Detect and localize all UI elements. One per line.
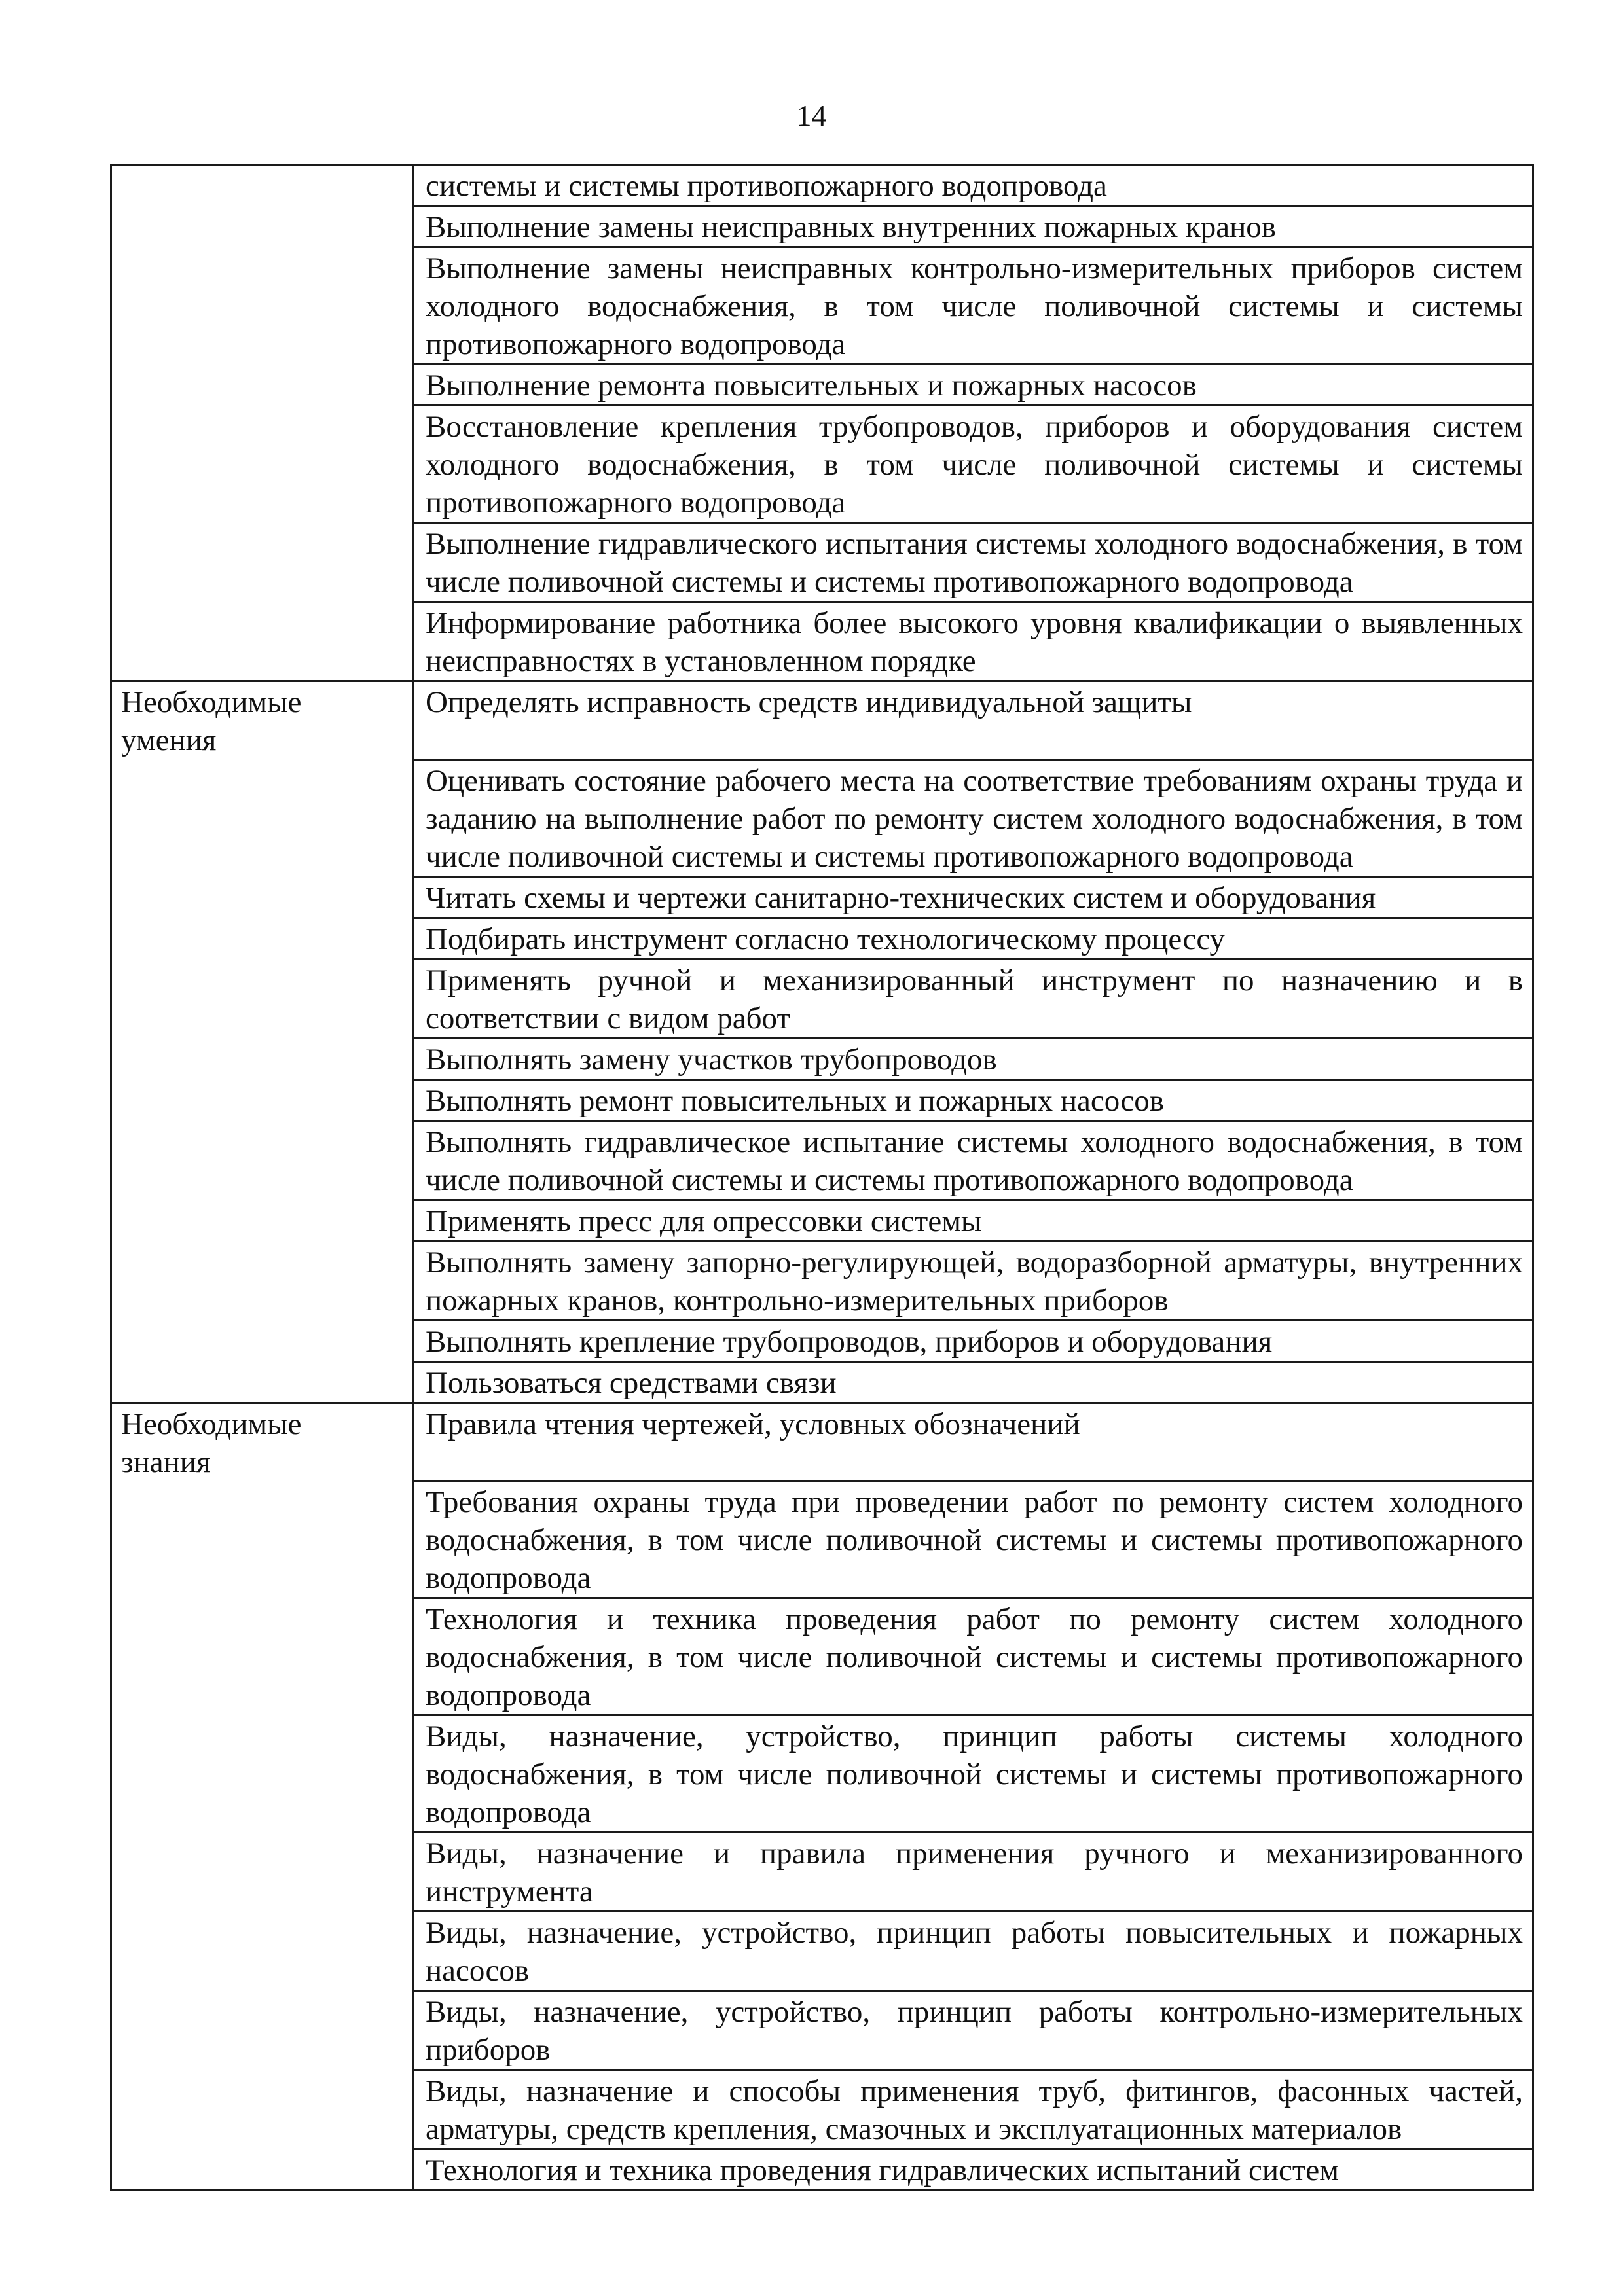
row-label-cell [111,1833,413,1912]
row-label-cell [111,365,413,406]
table-row [111,247,1533,365]
row-label-cell [111,1361,413,1403]
row-label-cell [111,2070,413,2149]
table-row [111,1598,1533,1715]
row-label-cell [111,406,413,523]
requirement-item: Определять исправность средств индивидуальной защиты [413,681,1533,760]
table-row [111,1481,1533,1598]
table-row [111,1403,1533,1481]
row-label-cell [111,2149,413,2191]
table-row [111,2149,1533,2191]
table-row [111,206,1533,247]
requirements-table-body [111,165,1533,2191]
row-label-cell [111,1121,413,1200]
row-label-cell [111,602,413,681]
row-label-cell [111,1598,413,1715]
table-row [111,1320,1533,1361]
requirement-item: Виды, назначение, устройство, принцип работы повысительных и пожарных насосов [413,1912,1533,1991]
requirement-item: Требования охраны труда при проведении работ по ремонту систем холодного водоснабжения, в том числе поливочной системы и системы противопожарного водопровода [413,1481,1533,1598]
requirement-item: Виды, назначение и правила применения ручного и механизированного инструмента [413,1833,1533,1912]
table-row [111,1200,1533,1241]
row-label-cell [111,1320,413,1361]
row-label-cell [111,1403,413,1481]
requirement-item: Применять пресс для опрессовки системы [413,1200,1533,1241]
table-row [111,1912,1533,1991]
requirement-item: системы и системы противопожарного водопровода [413,165,1533,206]
table-row [111,365,1533,406]
requirement-item: Выполнять замену запорно-регулирующей, водоразборной арматуры, внутренних пожарных кранов, контрольно-измерительных приборов [413,1241,1533,1320]
row-label-cell [111,1241,413,1320]
table-row [111,406,1533,523]
requirement-item: Пользоваться средствами связи [413,1361,1533,1403]
requirement-item: Выполнение ремонта повысительных и пожарных насосов [413,365,1533,406]
table-row [111,2070,1533,2149]
requirement-item: Информирование работника более высокого уровня квалификации о выявленных неисправностях в установленном порядке [413,602,1533,681]
row-label-cell [111,876,413,918]
row-label-cell [111,247,413,365]
table-row [111,602,1533,681]
requirement-item: Технология и техника проведения гидравлических испытаний систем [413,2149,1533,2191]
requirement-item: Выполнение замены неисправных контрольно-измерительных приборов систем холодного водоснабжения, в том числе поливочной системы и системы противопожарного водопровода [413,247,1533,365]
row-label-cell [111,523,413,602]
requirement-item: Виды, назначение, устройство, принцип работы контрольно-измерительных приборов [413,1991,1533,2070]
table-row [111,959,1533,1038]
table-row [111,523,1533,602]
requirement-item: Выполнять гидравлическое испытание системы холодного водоснабжения, в том числе поливочной системы и системы противопожарного водопровода [413,1121,1533,1200]
requirement-item: Восстановление крепления трубопроводов, приборов и оборудования систем холодного водоснабжения, в том числе поливочной системы и системы противопожарного водопровода [413,406,1533,523]
table-row [111,759,1533,876]
page-number: 14 [796,99,827,132]
requirement-item: Правила чтения чертежей, условных обозначений [413,1403,1533,1481]
row-label-cell [111,918,413,959]
requirement-item: Выполнять замену участков трубопроводов [413,1038,1533,1079]
table-row [111,1361,1533,1403]
requirement-item: Выполнять ремонт повысительных и пожарных насосов [413,1079,1533,1121]
requirement-item: Читать схемы и чертежи санитарно-технических систем и оборудования [413,876,1533,918]
row-label-cell [111,206,413,247]
row-label-cell [111,1991,413,2070]
table-row [111,1038,1533,1079]
row-label-cell [111,1079,413,1121]
requirement-item: Оценивать состояние рабочего места на соответствие требованиям охраны труда и заданию на выполнение работ по ремонту систем холодного водоснабжения, в том числе поливочной системы и системы противопожарного водопровода [413,759,1533,876]
row-label-cell [111,681,413,760]
row-label-cell [111,165,413,206]
group-label: Необходимые знания [121,1407,302,1479]
requirement-item: Виды, назначение и способы применения труб, фитингов, фасонных частей, арматуры, средств крепления, смазочных и эксплуатационных материалов [413,2070,1533,2149]
table-row [111,681,1533,760]
requirement-item: Применять ручной и механизированный инструмент по назначению и в соответствии с видом работ [413,959,1533,1038]
table-row [111,1121,1533,1200]
requirements-table [110,164,1534,2191]
table-row [111,1833,1533,1912]
requirement-item: Подбирать инструмент согласно технологическому процессу [413,918,1533,959]
requirement-item: Выполнять крепление трубопроводов, приборов и оборудования [413,1320,1533,1361]
row-label-cell [111,759,413,876]
table-row [111,1991,1533,2070]
table-row [111,1079,1533,1121]
row-label-cell [111,959,413,1038]
table-row [111,165,1533,206]
requirement-item: Виды, назначение, устройство, принцип работы системы холодного водоснабжения, в том числе поливочной системы и системы противопожарного водопровода [413,1715,1533,1833]
table-row [111,876,1533,918]
row-label-cell [111,1200,413,1241]
row-label-cell [111,1481,413,1598]
requirement-item: Выполнение замены неисправных внутренних пожарных кранов [413,206,1533,247]
table-row [111,918,1533,959]
requirement-item: Выполнение гидравлического испытания системы холодного водоснабжения, в том числе поливочной системы и системы противопожарного водопровода [413,523,1533,602]
table-row [111,1715,1533,1833]
table-row [111,1241,1533,1320]
row-label-cell [111,1912,413,1991]
row-label-cell [111,1715,413,1833]
row-label-cell [111,1038,413,1079]
requirement-item: Технология и техника проведения работ по ремонту систем холодного водоснабжения, в том числе поливочной системы и системы противопожарного водопровода [413,1598,1533,1715]
group-label: Необходимые умения [121,685,302,757]
